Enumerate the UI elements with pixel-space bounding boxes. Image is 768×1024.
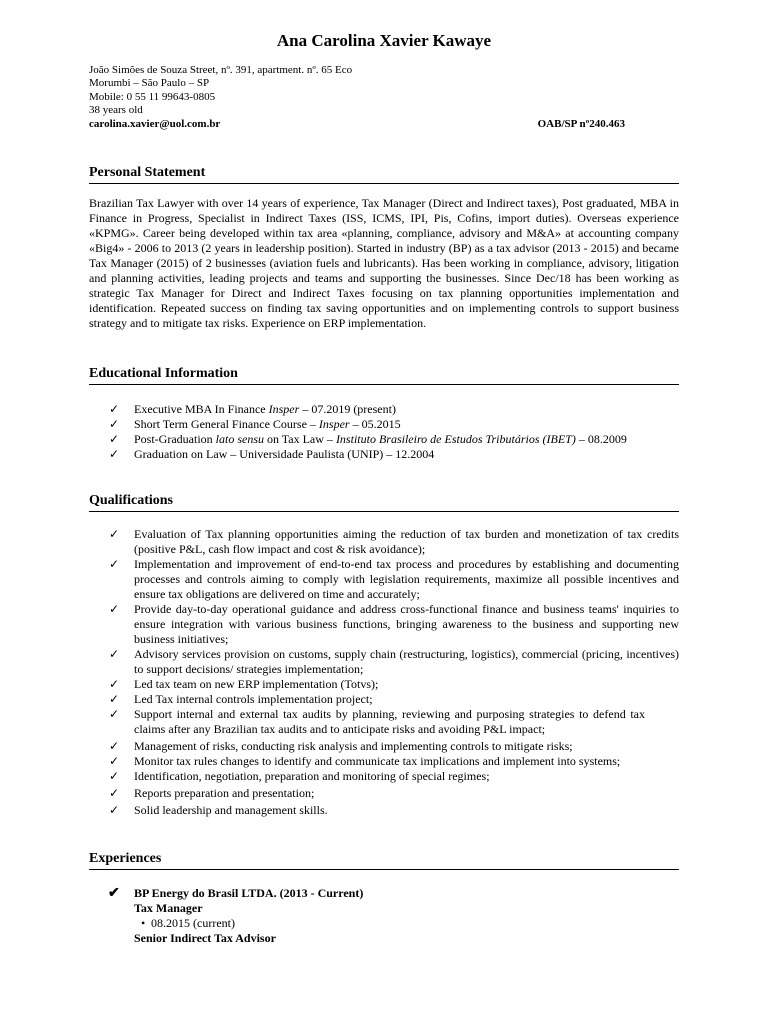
list-item: ✓ Provide day-to-day operational guidance and address cross-functional finance and business teams' inquiries to ensure integration with various business functions, bringing awareness to the business and supporting new business initiatives;: [109, 602, 679, 646]
check-icon: ✓: [109, 447, 120, 461]
list-item: ✓ Led Tax internal controls implementation project;: [109, 692, 373, 706]
check-icon: ✓: [109, 602, 120, 616]
personal-statement-section: [89, 165, 679, 331]
list-item: ✓ Identification, negotiation, preparation and monitoring of special regimes;: [109, 769, 490, 783]
check-icon: ✔: [108, 886, 120, 901]
education-section: [89, 366, 679, 462]
check-icon: ✓: [109, 803, 120, 817]
address-line-1: João Simões de Souza Street, nº. 391, apartment. nº. 65 Eco: [89, 64, 353, 76]
check-icon: ✓: [109, 432, 120, 446]
role-title: Senior Indirect Tax Advisor: [134, 931, 276, 945]
check-icon: ✓: [109, 786, 120, 800]
check-icon: ✓: [109, 527, 120, 541]
qualifications-list: [89, 527, 679, 818]
experiences-section: [89, 851, 679, 946]
list-item: ✓ Post-Graduation lato sensu on Tax Law – Instituto Brasileiro de Estudos Tributários (IBET) – 08.2009: [109, 432, 627, 446]
education-list: [89, 402, 679, 462]
address-line-2: Morumbi – São Paulo – SP: [89, 77, 210, 90]
check-icon: ✓: [109, 707, 120, 721]
experiences-title: Experiences: [89, 851, 679, 870]
experience-item: [89, 886, 679, 916]
check-icon: ✓: [109, 402, 120, 416]
list-item: ✓ Management of risks, conducting risk analysis and implementing controls to mitigate risks;: [109, 739, 573, 753]
list-item: ✓ Reports preparation and presentation;: [109, 786, 315, 800]
oab-registration: OAB/SP nº240.463: [537, 118, 625, 130]
age: 38 years old: [89, 104, 143, 117]
personal-statement-text: Brazilian Tax Lawyer with over 14 years of experience, Tax Manager (Direct and Indirect taxes), Post graduated, MBA in Finance in Progress, Specialist in Indirect Taxes (ISS, ICMS, IPI, Pis, Cofins, import duties). Overseas experience «KPMG». Career being developed within tax area «planning, compliance, advisory and M&A» at accounting company «Big4» - 2006 to 2013 (2 years in leadership position). Started in industry (BP) as a tax advisor (2013 - 2015) and became Tax Manager (2015) of 2 businesses (aviation fuels and lubricants). Has been working in compliance, advisory, litigation and planning activities, leading projects and teams and supporting the businesses. Since Dec/18 has been working as strategic Tax Manager for Direct and Indirect Taxes focusing on tax planning opportunities implementation and identification. Repeated success on finding tax saving opportunities and on implementing controls to support business strategy and to mitigate tax risks. Experience on ERP implementation.: [89, 196, 679, 330]
check-icon: ✓: [109, 754, 120, 768]
role-date: 08.2015 (current): [151, 916, 235, 930]
list-item: ✓ Implementation and improvement of end-to-end tax process and procedures by establishing and documenting processes and controls aiming to comply with legislation requirements, maximize all possible incentives and ensure tax obligations are delivered on time and accurately;: [109, 557, 679, 601]
list-item: ✓ Solid leadership and management skills.: [109, 803, 328, 817]
list-item: ✓ Evaluation of Tax planning opportunities aiming the reduction of tax burden and monetization of tax credits (positive P&L, cash flow impact and cost & risk avoidance);: [109, 527, 679, 556]
list-item: ✓ Short Term General Finance Course – Insper – 05.2015: [109, 417, 401, 431]
mobile-number: Mobile: 0 55 11 99643-0805: [89, 90, 216, 103]
list-item: ✓ Executive MBA In Finance Insper – 07.2019 (present): [109, 402, 396, 416]
email-address[interactable]: carolina.xavier@uol.com.br: [89, 117, 221, 130]
check-icon: ✓: [109, 769, 120, 783]
list-item: ✓ Monitor tax rules changes to identify and communicate tax implications and implement into systems;: [109, 754, 621, 768]
list-item: ✓ Advisory services provision on customs, supply chain (restructuring, logistics), commercial (pricing, incentives) to support decisions/ strategies implementation;: [109, 647, 679, 676]
check-icon: ✓: [109, 417, 120, 431]
personal-statement-title: Personal Statement: [89, 165, 679, 184]
experience-role: [89, 931, 679, 946]
company-name: BP Energy do Brasil LTDA. (2013 - Current): [134, 886, 364, 900]
list-item: ✓ Graduation on Law – Universidade Paulista (UNIP) – 12.2004: [109, 447, 435, 461]
check-icon: ✓: [109, 692, 120, 706]
date-row: [89, 916, 679, 931]
candidate-name: Ana Carolina Xavier Kawaye: [276, 31, 492, 50]
check-icon: ✓: [109, 647, 120, 661]
list-item: ✓ Led tax team on new ERP implementation (Totvs);: [109, 677, 379, 691]
contact-block: [89, 64, 679, 131]
check-icon: ✓: [109, 739, 120, 753]
qualifications-title: Qualifications: [89, 493, 679, 512]
bullet-icon: •: [141, 916, 146, 930]
qualifications-section: [89, 493, 679, 818]
list-item: ✓ Support internal and external tax audits by planning, reviewing and purposing strategies to defend tax claims after any Brazilian tax audits and to anticipate risks and avoiding P&L impact;: [109, 707, 645, 736]
role-title: Tax Manager: [134, 901, 203, 915]
check-icon: ✓: [109, 677, 120, 691]
check-icon: ✓: [109, 557, 120, 571]
education-title: Educational Information: [89, 366, 679, 385]
